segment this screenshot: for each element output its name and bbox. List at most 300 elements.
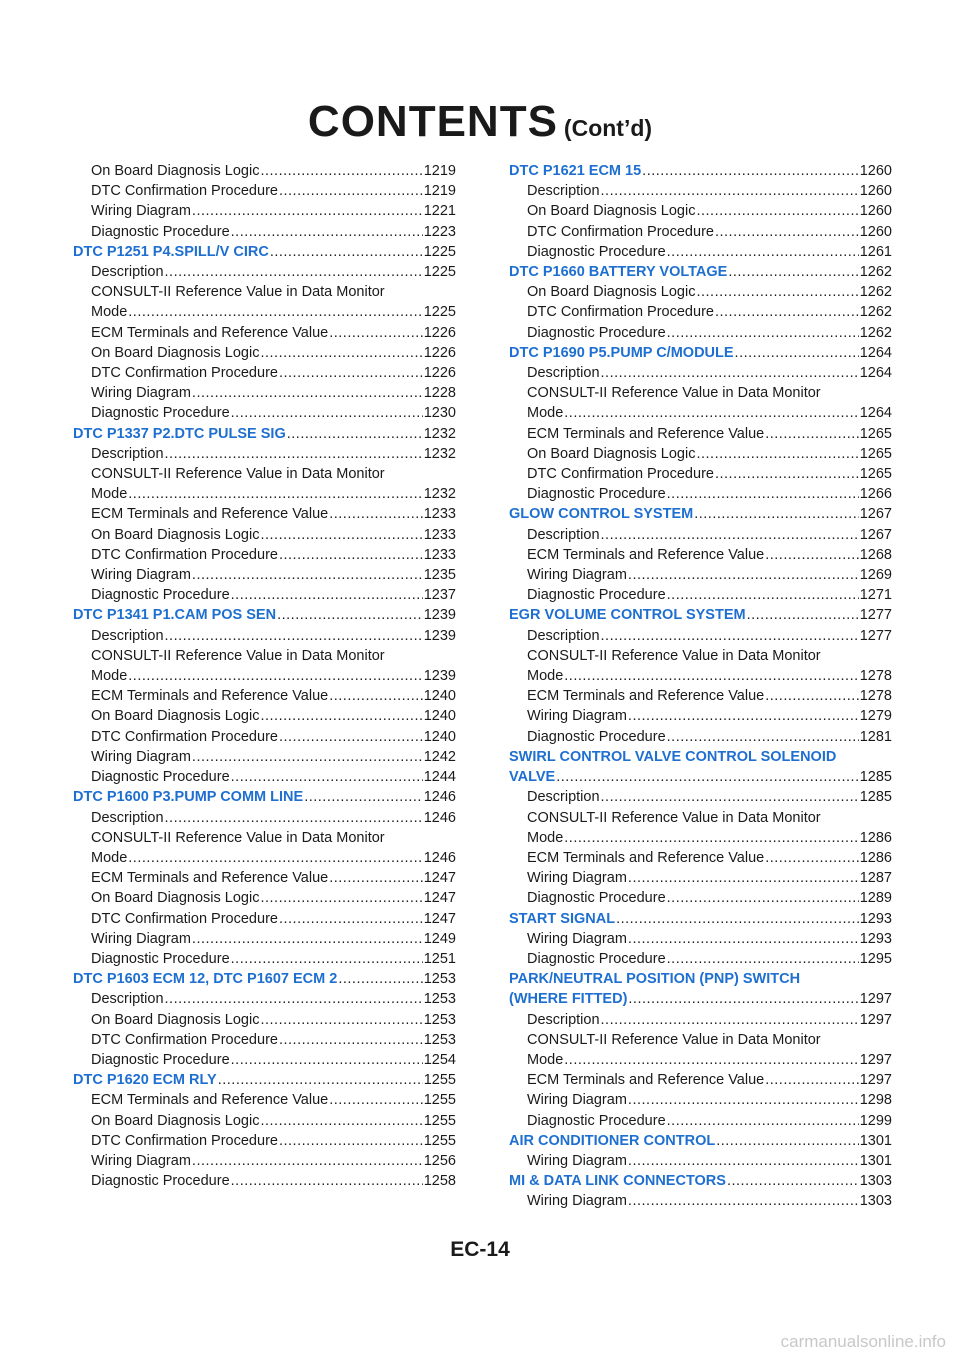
dot-leader bbox=[667, 888, 859, 908]
toc-entry bbox=[73, 302, 456, 322]
toc-entry-label: Wiring Diagram bbox=[527, 567, 627, 584]
toc-entry-label: DTC P1621 ECM 15 bbox=[509, 163, 642, 179]
toc-entry-label: DTC P1603 ECM 12, DTC P1607 ECM 2 bbox=[73, 971, 338, 988]
toc-page-number: 1281 bbox=[859, 728, 892, 745]
toc-entry bbox=[73, 201, 456, 221]
toc-entry bbox=[73, 989, 456, 1009]
dot-leader bbox=[667, 242, 859, 262]
toc-entry bbox=[509, 666, 892, 686]
toc-entry-label: CONSULT-II Reference Value in Data Monitor bbox=[527, 647, 821, 664]
toc-page-number: 1221 bbox=[423, 203, 456, 220]
toc-entry-label: CONSULT-II Reference Value in Data Monitor bbox=[91, 284, 385, 301]
toc-entry bbox=[73, 909, 456, 929]
dot-leader bbox=[260, 161, 422, 181]
toc-entry bbox=[73, 1151, 456, 1171]
toc-entry-label: SWIRL CONTROL VALVE CONTROL SOLENOID bbox=[509, 748, 837, 765]
toc-entry bbox=[509, 1151, 892, 1171]
dot-leader bbox=[279, 909, 423, 929]
toc-entry-label: DTC Confirmation Procedure bbox=[91, 1132, 278, 1149]
dot-leader bbox=[279, 181, 423, 201]
toc-entry-label: DTC Confirmation Procedure bbox=[91, 910, 278, 927]
toc-page-number: 1247 bbox=[423, 890, 456, 907]
toc-entry-label: DTC Confirmation Procedure bbox=[91, 365, 278, 382]
toc-page-number: 1237 bbox=[423, 587, 456, 604]
toc-page-number: 1226 bbox=[423, 344, 456, 361]
toc-page-number: 1232 bbox=[423, 445, 456, 462]
toc-entry bbox=[509, 444, 892, 464]
toc-entry-label: CONSULT-II Reference Value in Data Monitor bbox=[91, 466, 385, 483]
toc-page-number: 1253 bbox=[423, 991, 456, 1008]
dot-leader bbox=[747, 605, 859, 625]
dot-leader bbox=[218, 1070, 423, 1090]
toc-page-number: 1267 bbox=[859, 506, 892, 523]
toc-entry bbox=[509, 1090, 892, 1110]
toc-entry-label: Description bbox=[91, 627, 164, 644]
toc-page-number: 1301 bbox=[859, 1132, 892, 1149]
toc-entry bbox=[73, 1131, 456, 1151]
dot-leader bbox=[260, 1010, 422, 1030]
dot-leader bbox=[329, 686, 423, 706]
toc-page-number: 1240 bbox=[423, 728, 456, 745]
toc-entry-label: EGR VOLUME CONTROL SYSTEM bbox=[509, 607, 746, 624]
toc-entry-label: DTC Confirmation Procedure bbox=[527, 223, 714, 240]
toc-entry bbox=[73, 504, 456, 524]
toc-page-number: 1301 bbox=[859, 1152, 892, 1169]
toc-entry-label: ECM Terminals and Reference Value bbox=[527, 1072, 765, 1089]
toc-section-link[interactable] bbox=[509, 605, 892, 625]
toc-entry-label: On Board Diagnosis Logic bbox=[527, 284, 696, 301]
toc-entry-label: Mode bbox=[527, 1051, 564, 1068]
toc-entry bbox=[73, 444, 456, 464]
dot-leader bbox=[329, 504, 423, 524]
dot-leader bbox=[260, 1111, 422, 1131]
toc-entry-label: On Board Diagnosis Logic bbox=[527, 445, 696, 462]
toc-entry bbox=[73, 363, 456, 383]
toc-entry-label: Diagnostic Procedure bbox=[527, 324, 666, 341]
page-title-suffix: (Cont’d) bbox=[563, 115, 653, 141]
toc-entry-label: Mode bbox=[91, 668, 128, 685]
dot-leader bbox=[556, 767, 859, 787]
dot-leader bbox=[601, 1010, 859, 1030]
toc-entry bbox=[73, 868, 456, 888]
dot-leader bbox=[192, 201, 423, 221]
toc-entry-label: Wiring Diagram bbox=[527, 1193, 627, 1210]
toc-page-number: 1279 bbox=[859, 708, 892, 725]
toc-entry bbox=[509, 727, 892, 747]
dot-leader bbox=[601, 525, 859, 545]
toc-page-number: 1269 bbox=[859, 567, 892, 584]
dot-leader bbox=[165, 808, 423, 828]
toc-entry bbox=[509, 484, 892, 504]
toc-entry-label: MI & DATA LINK CONNECTORS bbox=[509, 1173, 726, 1190]
toc-page-number: 1260 bbox=[859, 183, 892, 200]
toc-entry bbox=[509, 525, 892, 545]
dot-leader bbox=[279, 1131, 423, 1151]
dot-leader bbox=[231, 767, 423, 787]
page-title bbox=[0, 97, 960, 146]
toc-entry bbox=[73, 464, 456, 484]
toc-page-number: 1251 bbox=[423, 950, 456, 967]
toc-page-number: 1303 bbox=[859, 1173, 892, 1190]
toc-entry bbox=[73, 262, 456, 282]
toc-entry-label: On Board Diagnosis Logic bbox=[91, 1011, 260, 1028]
dot-leader bbox=[260, 888, 422, 908]
toc-entry bbox=[73, 949, 456, 969]
toc-page-number: 1297 bbox=[859, 1072, 892, 1089]
toc-page-number: 1277 bbox=[859, 607, 892, 624]
toc-page-number: 1260 bbox=[859, 163, 892, 179]
toc-entry bbox=[509, 848, 892, 868]
dot-leader bbox=[287, 424, 423, 444]
toc-entry-label: On Board Diagnosis Logic bbox=[91, 1112, 260, 1129]
toc-entry-label: ECM Terminals and Reference Value bbox=[527, 849, 765, 866]
dot-leader bbox=[165, 444, 423, 464]
toc-entry bbox=[509, 868, 892, 888]
toc-page-number: 1256 bbox=[423, 1152, 456, 1169]
dot-leader bbox=[601, 787, 859, 807]
dot-leader bbox=[696, 282, 858, 302]
dot-leader bbox=[667, 323, 859, 343]
toc-page-number: 1233 bbox=[423, 546, 456, 563]
toc-page-number: 1264 bbox=[859, 344, 892, 361]
toc-page-number: 1268 bbox=[859, 546, 892, 563]
toc-entry-label: DTC P1251 P4.SPILL/V CIRC bbox=[73, 243, 269, 260]
toc-page-number: 1297 bbox=[859, 1051, 892, 1068]
toc-entry-label: Diagnostic Procedure bbox=[527, 1112, 666, 1129]
toc-entry bbox=[73, 585, 456, 605]
toc-entry bbox=[73, 1050, 456, 1070]
toc-entry-label: START SIGNAL bbox=[509, 910, 616, 927]
toc-page-number: 1254 bbox=[423, 1051, 456, 1068]
toc-entry bbox=[73, 565, 456, 585]
dot-leader bbox=[715, 302, 859, 322]
toc-section-link[interactable] bbox=[509, 1171, 892, 1191]
toc-page-number: 1247 bbox=[423, 910, 456, 927]
toc-entry-label: DTC P1337 P2.DTC PULSE SIG bbox=[73, 425, 286, 442]
toc-entry-label: Wiring Diagram bbox=[91, 567, 191, 584]
toc-entry bbox=[73, 181, 456, 201]
dot-leader bbox=[601, 363, 859, 383]
dot-leader bbox=[192, 565, 423, 585]
toc-page-number: 1240 bbox=[423, 688, 456, 705]
toc-page-number: 1293 bbox=[859, 910, 892, 927]
dot-leader bbox=[715, 464, 859, 484]
toc-entry-label: VALVE bbox=[509, 769, 556, 786]
toc-page-number: 1266 bbox=[859, 486, 892, 503]
watermark: carmanualsonline.info bbox=[780, 1332, 946, 1351]
toc-entry-label: Description bbox=[91, 445, 164, 462]
dot-leader bbox=[667, 1111, 859, 1131]
dot-leader bbox=[628, 868, 859, 888]
toc-entry bbox=[509, 323, 892, 343]
dot-leader bbox=[270, 242, 423, 262]
dot-leader bbox=[628, 1151, 859, 1171]
toc-page-number: 1253 bbox=[423, 1031, 456, 1048]
toc-entry bbox=[73, 222, 456, 242]
toc-page-number: 1242 bbox=[423, 748, 456, 765]
toc-entry-label: ECM Terminals and Reference Value bbox=[527, 425, 765, 442]
toc-entry-label: DTC Confirmation Procedure bbox=[91, 1031, 278, 1048]
toc-section-link[interactable] bbox=[509, 1131, 892, 1151]
toc-entry-label: CONSULT-II Reference Value in Data Monitor bbox=[527, 385, 821, 402]
toc-entry-label: Wiring Diagram bbox=[91, 748, 191, 765]
toc-entry-label: DTC P1341 P1.CAM POS SEN bbox=[73, 607, 277, 624]
toc-entry bbox=[509, 1050, 892, 1070]
toc-page-number: 1262 bbox=[859, 304, 892, 321]
toc-page-number: 1267 bbox=[859, 526, 892, 543]
toc-entry-label: GLOW CONTROL SYSTEM bbox=[509, 506, 694, 523]
dot-leader bbox=[260, 525, 422, 545]
dot-leader bbox=[716, 1131, 859, 1151]
dot-leader bbox=[667, 484, 859, 504]
toc-entry bbox=[73, 727, 456, 747]
toc-page-number: 1265 bbox=[859, 425, 892, 442]
toc-entry bbox=[509, 242, 892, 262]
toc-page-number: 1297 bbox=[859, 1011, 892, 1028]
toc-section-link[interactable] bbox=[509, 262, 892, 282]
toc-page-number: 1293 bbox=[859, 930, 892, 947]
toc-page-number: 1265 bbox=[859, 445, 892, 462]
toc-entry-label: CONSULT-II Reference Value in Data Monitor bbox=[91, 829, 385, 846]
toc-section-link[interactable] bbox=[509, 504, 892, 524]
toc-section-link[interactable] bbox=[73, 1070, 456, 1090]
toc-section-link[interactable] bbox=[509, 989, 892, 1009]
toc-entry bbox=[73, 686, 456, 706]
dot-leader bbox=[165, 626, 423, 646]
toc-entry-label: Mode bbox=[91, 486, 128, 503]
toc-section-link[interactable] bbox=[73, 424, 456, 444]
dot-leader bbox=[128, 302, 422, 322]
toc-page-number: 1286 bbox=[859, 849, 892, 866]
toc-page-number: 1249 bbox=[423, 930, 456, 947]
dot-leader bbox=[667, 727, 859, 747]
toc-section-link bbox=[509, 747, 892, 767]
toc-entry-label: Description bbox=[527, 183, 600, 200]
toc-entry bbox=[73, 1030, 456, 1050]
dot-leader bbox=[279, 1030, 423, 1050]
toc-entry bbox=[73, 1090, 456, 1110]
dot-leader bbox=[564, 403, 858, 423]
toc-entry-label: Description bbox=[527, 365, 600, 382]
toc-section-link[interactable] bbox=[509, 161, 892, 181]
toc-entry-label: Wiring Diagram bbox=[527, 1092, 627, 1109]
toc-entry bbox=[509, 1010, 892, 1030]
toc-page-number: 1232 bbox=[423, 425, 456, 442]
toc-entry-label: Diagnostic Procedure bbox=[91, 405, 230, 422]
toc-page-number: 1262 bbox=[859, 284, 892, 301]
toc-entry-label: DTC P1660 BATTERY VOLTAGE bbox=[509, 264, 728, 281]
toc-page-number: 1260 bbox=[859, 223, 892, 240]
toc-page-number: 1233 bbox=[423, 506, 456, 523]
toc-entry bbox=[73, 484, 456, 504]
toc-section-link[interactable] bbox=[73, 969, 456, 989]
toc-entry-label: Diagnostic Procedure bbox=[91, 223, 230, 240]
toc-entry-label: Description bbox=[91, 809, 164, 826]
dot-leader bbox=[765, 424, 859, 444]
toc-entry bbox=[509, 545, 892, 565]
toc-entry-label: On Board Diagnosis Logic bbox=[91, 526, 260, 543]
toc-entry bbox=[73, 767, 456, 787]
toc-entry-label: (WHERE FITTED) bbox=[509, 991, 628, 1008]
dot-leader bbox=[231, 222, 423, 242]
toc-entry-label: Diagnostic Procedure bbox=[91, 769, 230, 786]
dot-leader bbox=[765, 545, 859, 565]
toc-page-number: 1239 bbox=[423, 668, 456, 685]
toc-entry bbox=[73, 1010, 456, 1030]
toc-page-number: 1285 bbox=[859, 769, 892, 786]
toc-entry-label: ECM Terminals and Reference Value bbox=[91, 870, 329, 887]
toc-entry-label: Wiring Diagram bbox=[527, 708, 627, 725]
toc-entry-label: Description bbox=[91, 991, 164, 1008]
toc-entry-label: Diagnostic Procedure bbox=[527, 728, 666, 745]
toc-page-number: 1261 bbox=[859, 243, 892, 260]
toc-page-number: 1303 bbox=[859, 1193, 892, 1210]
dot-leader bbox=[304, 787, 423, 807]
toc-entry-label: AIR CONDITIONER CONTROL bbox=[509, 1132, 716, 1149]
toc-entry bbox=[509, 1030, 892, 1050]
dot-leader bbox=[192, 383, 423, 403]
toc-entry bbox=[73, 848, 456, 868]
toc-page-number: 1219 bbox=[423, 183, 456, 200]
toc-entry bbox=[73, 343, 456, 363]
toc-entry bbox=[509, 585, 892, 605]
page-title-main: CONTENTS bbox=[307, 97, 558, 146]
toc-entry bbox=[509, 828, 892, 848]
page-number: EC-14 bbox=[450, 1238, 510, 1261]
dot-leader bbox=[696, 201, 858, 221]
toc-entry bbox=[509, 706, 892, 726]
toc-entry-label: Wiring Diagram bbox=[91, 930, 191, 947]
toc-entry bbox=[509, 302, 892, 322]
toc-entry bbox=[509, 1111, 892, 1131]
toc-page-number: 1271 bbox=[859, 587, 892, 604]
toc-section-link bbox=[509, 969, 892, 989]
toc-entry bbox=[73, 808, 456, 828]
toc-left-column bbox=[73, 161, 456, 1191]
toc-page-number: 1255 bbox=[423, 1132, 456, 1149]
dot-leader bbox=[231, 949, 423, 969]
toc-entry bbox=[509, 383, 892, 403]
toc-entry-label: Diagnostic Procedure bbox=[527, 950, 666, 967]
dot-leader bbox=[128, 484, 422, 504]
toc-entry-label: ECM Terminals and Reference Value bbox=[91, 688, 329, 705]
toc-entry-label: Diagnostic Procedure bbox=[91, 950, 230, 967]
dot-leader bbox=[564, 828, 858, 848]
dot-leader bbox=[260, 706, 422, 726]
dot-leader bbox=[192, 1151, 423, 1171]
toc-page-number: 1247 bbox=[423, 870, 456, 887]
toc-entry-label: Wiring Diagram bbox=[91, 385, 191, 402]
toc-page-number: 1262 bbox=[859, 264, 892, 281]
dot-leader bbox=[601, 181, 859, 201]
toc-entry-label: Description bbox=[527, 789, 600, 806]
toc-entry-label: DTC Confirmation Procedure bbox=[91, 728, 278, 745]
toc-page-number: 1246 bbox=[423, 809, 456, 826]
toc-page-number: 1232 bbox=[423, 486, 456, 503]
toc-page-number: 1289 bbox=[859, 890, 892, 907]
toc-entry bbox=[73, 525, 456, 545]
toc-entry-label: ECM Terminals and Reference Value bbox=[91, 1092, 329, 1109]
toc-entry bbox=[509, 929, 892, 949]
toc-entry-label: Wiring Diagram bbox=[527, 930, 627, 947]
toc-entry bbox=[73, 545, 456, 565]
toc-page-number: 1253 bbox=[423, 971, 456, 988]
toc-entry-label: DTC Confirmation Procedure bbox=[91, 183, 278, 200]
toc-section-link[interactable] bbox=[73, 242, 456, 262]
toc-entry-label: Wiring Diagram bbox=[91, 1152, 191, 1169]
toc-page-number: 1264 bbox=[859, 405, 892, 422]
toc-entry-label: On Board Diagnosis Logic bbox=[91, 163, 260, 179]
dot-leader bbox=[628, 929, 859, 949]
toc-section-link[interactable] bbox=[73, 787, 456, 807]
toc-page-number: 1240 bbox=[423, 708, 456, 725]
dot-leader bbox=[338, 969, 422, 989]
dot-leader bbox=[601, 626, 859, 646]
dot-leader bbox=[192, 929, 423, 949]
dot-leader bbox=[715, 222, 859, 242]
toc-section-link[interactable] bbox=[73, 605, 456, 625]
dot-leader bbox=[128, 848, 422, 868]
toc-page-number: 1226 bbox=[423, 324, 456, 341]
toc-entry bbox=[509, 403, 892, 423]
toc-entry bbox=[509, 626, 892, 646]
toc-entry bbox=[73, 403, 456, 423]
toc-entry bbox=[509, 1070, 892, 1090]
dot-leader bbox=[616, 909, 859, 929]
toc-page-number: 1225 bbox=[423, 304, 456, 321]
dot-leader bbox=[765, 848, 859, 868]
toc-entry-label: Wiring Diagram bbox=[527, 870, 627, 887]
dot-leader bbox=[329, 868, 423, 888]
toc-entry bbox=[509, 646, 892, 666]
toc-entry bbox=[73, 323, 456, 343]
dot-leader bbox=[192, 747, 423, 767]
toc-page-number: 1298 bbox=[859, 1092, 892, 1109]
toc-entry-label: DTC Confirmation Procedure bbox=[527, 304, 714, 321]
toc-entry-label: Description bbox=[527, 526, 600, 543]
toc-entry bbox=[509, 363, 892, 383]
toc-page-number: 1260 bbox=[859, 203, 892, 220]
dot-leader bbox=[231, 1171, 423, 1191]
toc-entry-label: Mode bbox=[91, 849, 128, 866]
toc-section-link[interactable] bbox=[509, 343, 892, 363]
toc-entry bbox=[73, 666, 456, 686]
toc-page-number: 1278 bbox=[859, 688, 892, 705]
toc-entry bbox=[509, 1191, 892, 1211]
dot-leader bbox=[564, 1050, 858, 1070]
toc-entry bbox=[509, 565, 892, 585]
toc-entry-label: Diagnostic Procedure bbox=[91, 587, 230, 604]
toc-entry-label: DTC P1620 ECM RLY bbox=[73, 1072, 217, 1089]
toc-entry-label: CONSULT-II Reference Value in Data Monitor bbox=[91, 647, 385, 664]
toc-page-number: 1235 bbox=[423, 567, 456, 584]
toc-entry bbox=[509, 949, 892, 969]
toc-entry bbox=[509, 464, 892, 484]
toc-entry bbox=[73, 646, 456, 666]
toc-entry-label: Description bbox=[91, 264, 164, 281]
toc-entry-label: Diagnostic Procedure bbox=[91, 1051, 230, 1068]
toc-entry-label: Mode bbox=[527, 829, 564, 846]
toc-page-number: 1262 bbox=[859, 324, 892, 341]
toc-entry-label: Mode bbox=[527, 405, 564, 422]
toc-page-number: 1244 bbox=[423, 769, 456, 786]
toc-section-link[interactable] bbox=[509, 909, 892, 929]
toc-entry bbox=[73, 626, 456, 646]
toc-page-number: 1246 bbox=[423, 789, 456, 806]
toc-section-link[interactable] bbox=[509, 767, 892, 787]
toc-entry-label: DTC P1600 P3.PUMP COMM LINE bbox=[73, 789, 304, 806]
dot-leader bbox=[628, 1191, 859, 1211]
